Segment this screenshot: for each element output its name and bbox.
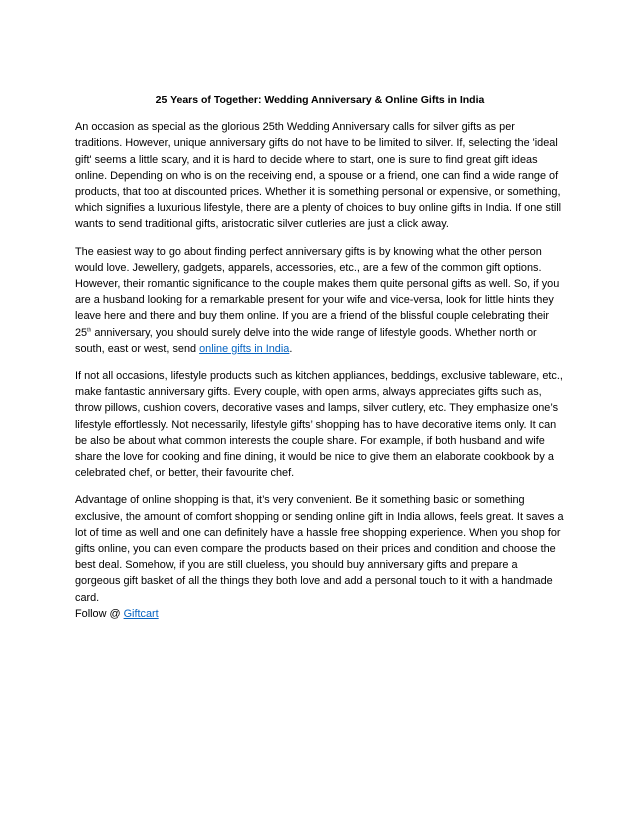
paragraph-lifestyle-products: If not all occasions, lifestyle products such as kitchen appliances, beddings, exclusive tableware, etc., make fantastic anniversary gifts. Every couple, with open arms, always appreciates gifts such as, throw pillows, cushion covers, decorative vases and lamps, silver cutlery, etc. They emphasize one’s lifestyle effortlessly. Not necessarily, lifestyle gifts’ shopping has to have decorative items only. It can be also be about what common interests the couple share. For example, if both husband and wife share the love for cooking and fine dining, it would be nice to give them an elaborate cookbook by a celebrated chef, or better, their favourite chef. [75, 370, 563, 480]
giftcart-link[interactable]: Giftcart [123, 607, 159, 620]
paragraph-finding-gifts [75, 244, 565, 357]
document-page [75, 92, 565, 622]
paragraph-intro: An occasion as special as the glorious 25th Wedding Anniversary calls for silver gifts as per traditions. However, unique anniversary gifts do not have to be limited to silver. If, selecting the 'ideal gift' seems a little scary, and it is hard to decide where to start, one is sure to find great gift ideas online. Depending on who is on the receiving end, a spouse or a friend, one can find a wide range of products, that too at discounted prices. Whether it is something personal or expensive, or something, which signifies a luxurious lifestyle, there are a plenty of choices to buy online gifts in India. If one still wants to send traditional gifts, aristocratic silver cutleries are just a click away. [75, 121, 562, 231]
follow-prefix: Follow @ [75, 607, 124, 620]
paragraph-text: The easiest way to go about finding perfect anniversary gifts is by knowing what the other person would love. Jewellery, gadgets, apparels, accessories, etc., are a few of the common gift options. However, their romantic significance to the couple makes them quite personal gifts as well. So, if you are a husband looking for a remarkable present for your wife and vice-versa, look for little hints they leave here and there and buy them online. If you are a friend of the blissful couple celebrating their 25 [75, 245, 560, 339]
paragraph-text: Advantage of online shopping is that, it’s very convenient. Be it something basic or something exclusive, the amount of comfort shopping or sending online gift in India allows, feels great. It saves a lot of time as well and one can definitely have a hassle free shopping experience. When you shop for gifts online, you can even compare the products based on their prices and condition and choose the best deal. Somehow, if you are still clueless, you should buy anniversary gifts and prepare a gorgeous gift basket of all the things they both love and add a personal touch to it with a handmade card. [75, 494, 564, 604]
online-gifts-in-india-link[interactable]: online gifts in India [199, 342, 290, 355]
ordinal-suffix: th [87, 327, 92, 334]
document-title: 25 Years of Together: Wedding Anniversary & Online Gifts in India [155, 94, 485, 106]
paragraph-text: . [289, 342, 293, 355]
paragraph-online-shopping [75, 492, 565, 622]
paragraph-text: anniversary, you should surely delve into the wide range of lifestyle goods. Whether north or south, east or west, send [75, 326, 537, 355]
